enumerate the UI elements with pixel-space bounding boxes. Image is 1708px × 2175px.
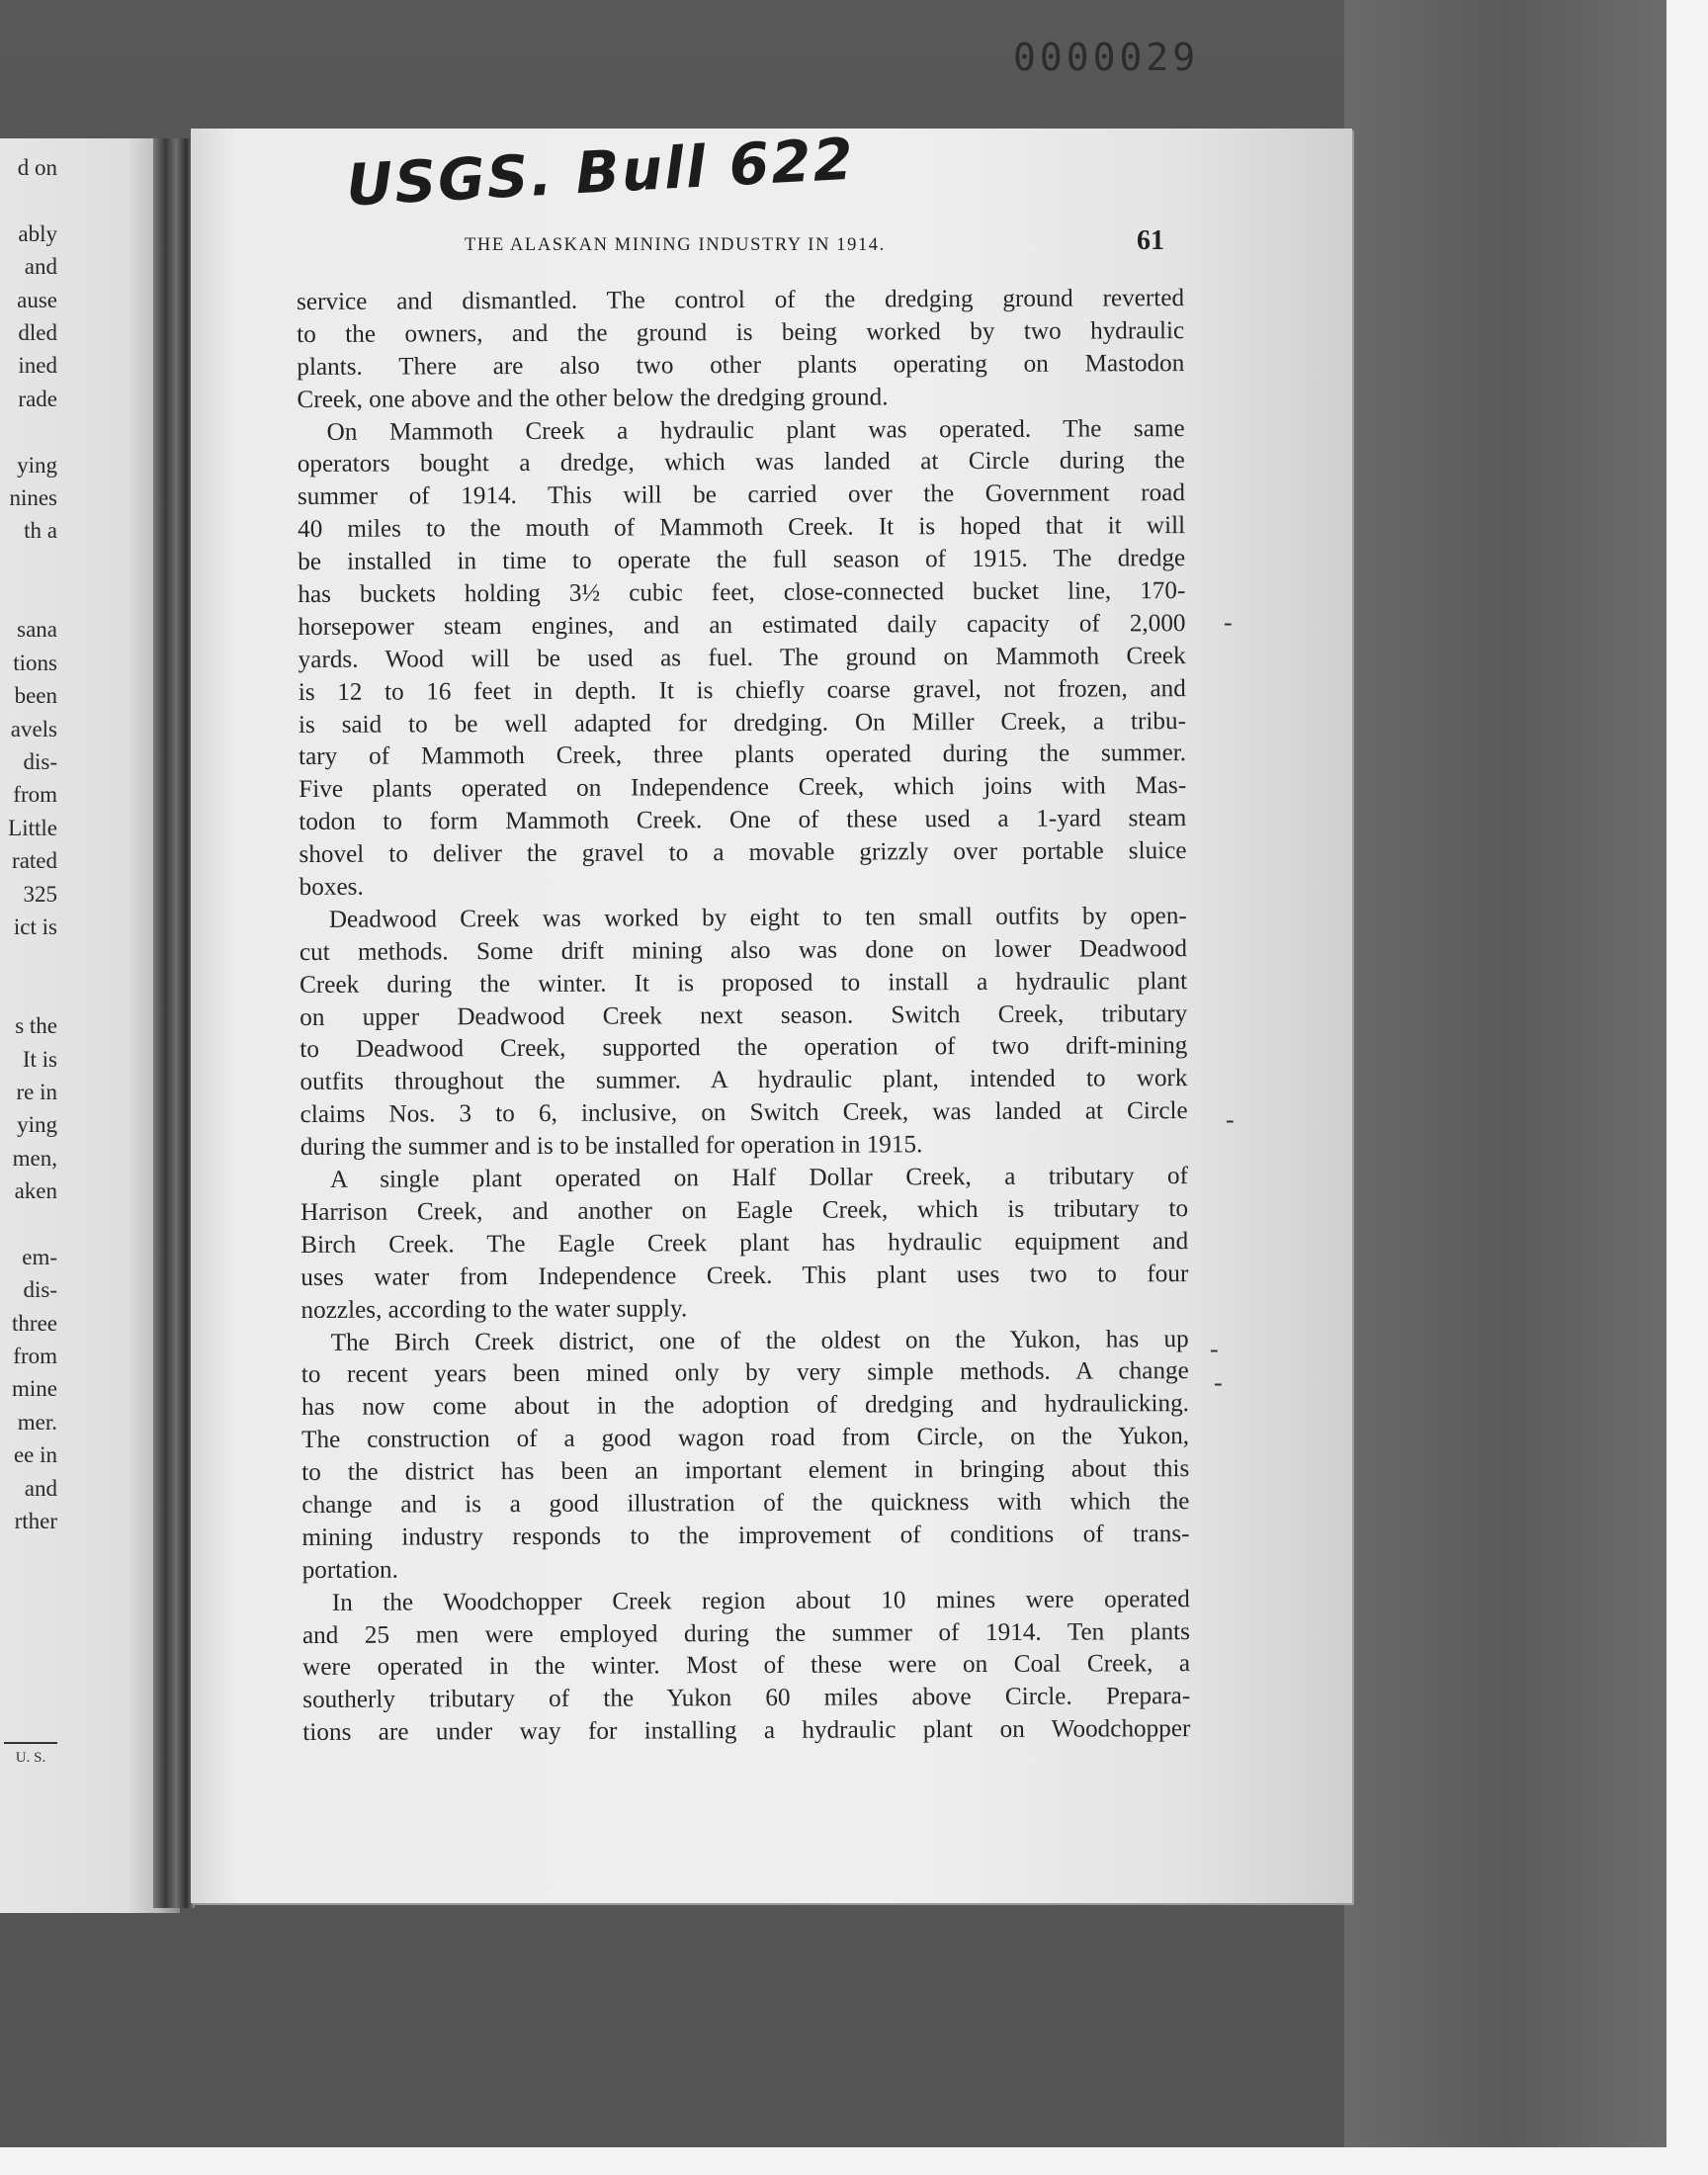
left-page-fragment <box>0 977 57 1009</box>
text-line: plants. There are also two other plants operating on Mastodon <box>297 349 1185 381</box>
text-line: were operated in the winter. Most of these were on Coal Creek, a <box>302 1650 1191 1682</box>
left-page-fragment <box>0 580 57 613</box>
text-line: change and is a good illustration of the quickness with which the <box>301 1488 1190 1519</box>
book-binding <box>153 138 195 1908</box>
handwritten-note: USGS. Bull 622 <box>344 125 857 219</box>
left-page-fragment: ee in <box>13 1442 57 1468</box>
left-page-fragment: ict is <box>13 914 57 939</box>
left-page-fragment: dled <box>18 319 57 345</box>
text-line: todon to form Mammoth Creek. One of these used a 1-yard steam <box>299 805 1187 836</box>
left-page-fragment: aken <box>14 1178 57 1204</box>
left-page-fragment: It is <box>22 1046 57 1072</box>
text-line: southerly tributary of the Yukon 60 miles above Circle. Prepara- <box>302 1683 1191 1714</box>
text-line: to the owners, and the ground is being worked by two hydraulic <box>297 316 1185 348</box>
left-page-fragment: Little <box>8 815 57 840</box>
left-page-fragment: ably <box>18 220 57 246</box>
left-page-fragment: ause <box>17 287 57 312</box>
page-number: 61 <box>1137 225 1164 256</box>
text-line: summer of 1914. This will be carried over the Government road <box>297 479 1185 511</box>
text-line: claims Nos. 3 to 6, inclusive, on Switch Creek, was landed at Circle <box>299 1097 1188 1129</box>
text-line: Deadwood Creek was worked by eight to ten small outfits by open- <box>328 902 1187 933</box>
left-page-fragment: th a <box>24 518 57 544</box>
margin-mark: - <box>1226 1105 1235 1134</box>
text-line: In the Woodchopper Creek region about 10 mines were operated <box>331 1585 1190 1616</box>
left-page-fragment: three <box>12 1310 57 1336</box>
left-page-fragment: em- <box>22 1244 57 1269</box>
left-page-fragment: s the <box>15 1013 57 1039</box>
left-page-fragment: from <box>13 782 57 808</box>
text-line: nozzles, according to the water supply. <box>300 1294 688 1324</box>
left-page-fragment <box>0 943 57 976</box>
running-head: THE ALASKAN MINING INDUSTRY IN 1914. <box>465 235 886 255</box>
left-page-fragment: 325 <box>23 881 57 907</box>
scan-shadow-right <box>1344 0 1666 2147</box>
left-page-fragment: mine <box>12 1376 57 1402</box>
text-line: boxes. <box>299 873 364 902</box>
text-line: portation. <box>301 1556 398 1584</box>
left-page-fragment: rade <box>18 386 57 411</box>
left-page-fragment: nines <box>9 484 57 510</box>
text-line: 40 miles to the mouth of Mammoth Creek. It is hoped that it will <box>298 512 1186 544</box>
left-page-fragment: re in <box>16 1079 57 1104</box>
left-page-fragment: d on <box>17 155 57 180</box>
margin-mark: - <box>1210 1335 1219 1363</box>
text-line: during the summer and is to be installed for operation in 1915. <box>299 1131 923 1162</box>
text-line: to the district has been an important element in bringing about this <box>301 1455 1190 1487</box>
left-page-fragment: dis- <box>23 749 57 775</box>
left-page-fragment: ying <box>17 452 57 478</box>
left-page-fragment <box>0 415 57 448</box>
left-page-fragment: men, <box>12 1145 57 1171</box>
text-line: to Deadwood Creek, supported the operation of two drift-mining <box>299 1032 1188 1064</box>
margin-mark: - <box>1224 608 1233 637</box>
text-line: tions are under way for installing a hydraulic plant on Woodchopper <box>302 1715 1191 1747</box>
text-line: Five plants operated on Independence Creek, which joins with Mas- <box>299 772 1187 804</box>
text-line: to recent years been mined only by very simple methods. A change <box>300 1357 1189 1389</box>
left-page-fragment <box>0 1208 57 1241</box>
left-page-fragment: ying <box>17 1112 57 1138</box>
left-page-fragment <box>0 548 57 580</box>
left-page-fragment: rther <box>14 1509 57 1534</box>
text-line: has now come about in the adoption of dredging and hydraulicking. <box>300 1390 1189 1422</box>
text-line: operators bought a dredge, which was landed at Circle during the <box>297 447 1185 478</box>
text-line: On Mammoth Creek a hydraulic plant was operated. The same <box>326 414 1185 446</box>
text-line: has buckets holding 3½ cubic feet, close-connected bucket line, 170- <box>298 577 1186 609</box>
text-line: service and dismantled. The control of the dredging ground reverted <box>297 285 1185 315</box>
left-page-fragment: rated <box>12 848 57 874</box>
text-line: tary of Mammoth Creek, three plants operated during the summer. <box>299 740 1187 771</box>
text-line: is said to be well adapted for dredging. On Miller Creek, a tribu- <box>298 707 1186 739</box>
text-line: mining industry responds to the improvement of conditions of trans- <box>301 1520 1190 1551</box>
left-page-fragment <box>0 184 57 217</box>
left-page-fragment: avels <box>10 716 57 741</box>
left-page-fragment: been <box>14 683 57 709</box>
text-line: outfits throughout the summer. A hydraulic plant, intended to work <box>299 1065 1188 1096</box>
text-line: The Birch Creek district, one of the oldest on the Yukon, has up <box>330 1325 1189 1356</box>
left-page-footer: U. S. <box>4 1742 57 1767</box>
text-line: Harrison Creek, and another on Eagle Creek, which is tributary to <box>300 1195 1189 1226</box>
left-page-text <box>0 151 57 1537</box>
text-line: A single plant operated on Half Dollar Creek, a tributary of <box>329 1163 1188 1193</box>
left-page-fragment: mer. <box>17 1409 57 1435</box>
left-page-fragment: dis- <box>23 1277 57 1303</box>
text-line: Creek during the winter. It is proposed to install a hydraulic plant <box>299 967 1188 999</box>
text-line: Birch Creek. The Eagle Creek plant has hydraulic equipment and <box>300 1227 1189 1259</box>
stamp-number: 0000029 <box>1013 36 1200 79</box>
text-line: horsepower steam engines, and an estimated daily capacity of 2,000 <box>298 609 1186 641</box>
text-line: on upper Deadwood Creek next season. Switch Creek, tributary <box>299 1000 1188 1031</box>
text-line: be installed in time to operate the full season of 1915. The dredge <box>298 545 1186 576</box>
text-line: is 12 to 16 feet in depth. It is chiefly coarse gravel, not frozen, and <box>298 674 1186 706</box>
body-text <box>297 283 1190 1750</box>
text-line: Creek, one above and the other below the dredging ground. <box>297 384 889 413</box>
text-line: uses water from Independence Creek. This plant uses two to four <box>300 1260 1189 1291</box>
margin-mark: - <box>1214 1368 1223 1397</box>
text-line: yards. Wood will be used as fuel. The ground on Mammoth Creek <box>298 642 1186 673</box>
left-page-fragment: ined <box>18 353 57 379</box>
text-line: The construction of a good wagon road from Circle, on the Yukon, <box>301 1423 1190 1454</box>
left-page-fragment: and <box>24 254 57 280</box>
text-line: shovel to deliver the gravel to a movable grizzly over portable sluice <box>299 837 1187 869</box>
left-page-fragment: and <box>24 1475 57 1501</box>
left-page-fragment: from <box>13 1344 57 1369</box>
text-line: cut methods. Some drift mining also was done on lower Deadwood <box>299 934 1187 966</box>
left-page-fragment: sana <box>17 617 57 643</box>
text-line: and 25 men were employed during the summer of 1914. Ten plants <box>301 1617 1191 1649</box>
left-page-fragment: tions <box>13 650 57 675</box>
